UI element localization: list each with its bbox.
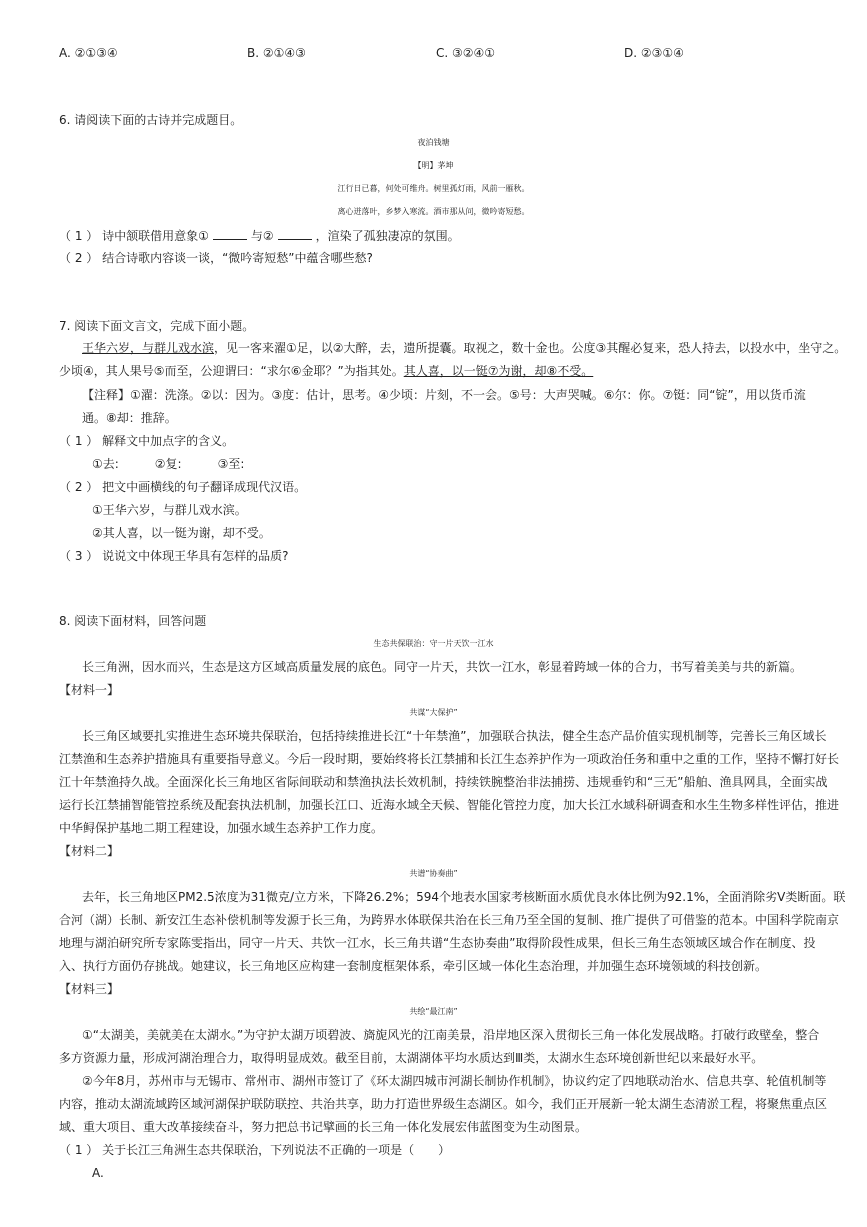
material-2-line-3: 地理与湖泊研究所专家陈雯指出，同守一片天、共饮一江水，长三角共谱“生态协奏曲”取得阶段性成果，但长三角生态领域区域合作在制度、投: [59, 936, 816, 950]
option-letter: B.: [247, 46, 260, 60]
q7-sub-2: （ 2 ） 把文中画横线的句子翻译成现代汉语。: [59, 480, 307, 494]
passage-text: ，见一客来濯①足，以②大醉，去，遗所提囊。取视之，数十金也。公度③其醒必复来，恐人持去，以投水中，坐守之。: [214, 341, 847, 355]
option-text: ②①③④: [74, 46, 118, 60]
q8-title: 生态共保联治：守一片天饮一江水: [373, 639, 494, 648]
material-3-title: 共绘“最江南”: [409, 1007, 458, 1016]
option-a[interactable]: [59, 46, 118, 60]
material-1-line-1: 长三角区域要扎实推进生态环境共保联治，包括持续推进长江“十年禁渔”，加强联合执法，健全生态产品价值实现机制等，完善长三角区域长: [82, 729, 827, 743]
material-1-line-2: 江禁渔和生态养护措施具有重要指导意义。今后一段时期，要始终将长江禁捕和长江生态养护作为一项政治任务和重中之重的工作，坚持不懈打好长: [59, 752, 840, 766]
q8-sub-1: （ 1 ） 关于长江三角洲生态共保联治，下列说法不正确的一项是（ ）: [59, 1143, 451, 1157]
poem-verse-1: 江行日已暮，何处可维舟。树里孤灯雨，风前一雁秋。: [337, 184, 530, 193]
poem-verse-2: 离心迸落叶，乡梦入寒流。酒市那从问，微吟寄短愁。: [337, 207, 530, 216]
q6-sub-1-text-c: ，渲染了孤独凄凉的氛围。: [315, 229, 460, 243]
material-1-line-5: 中华鲟保护基地二期工程建设，加强水域生态养护工作力度。: [59, 821, 384, 835]
material-3-line-2: 多方资源力量，形成河湖治理合力，取得明显成效。截至目前，太湖湖体平均水质达到Ⅲ类，太湖水生态环境创新世纪以来最好水平。: [59, 1051, 764, 1065]
q7-notes-line-2: 通。⑧却：推辞。: [82, 411, 177, 425]
q7-notes-line-1: 【注释】①濯：洗涤。②以：因为。③度：估计，思考。④少顷：片刻，不一会。⑤号：大声哭喊。⑥尔：你。⑦铤：同“锭”，用以货币流: [82, 388, 806, 402]
q8-sub-1-option-a[interactable]: A.: [92, 1166, 104, 1180]
material-3-line-4: 内容，推动太湖流域跨区域河湖保护联防联控、共治共享，助力打造世界级生态湖区。如今，我们正开展新一轮太湖生态清淤工程，将聚焦重点区: [59, 1097, 828, 1111]
q7-passage-line-2: [59, 363, 593, 379]
material-3-label: 【材料三】: [59, 982, 120, 996]
material-2-line-1: 去年，长三角地区PM2.5浓度为31微克/立方米，下降26.2%；594个地表水国家考核断面水质优良水体比例为92.1%，全面消除劣V类断面。联: [82, 890, 846, 904]
q7-passage-line-1: [82, 340, 846, 356]
option-letter: C.: [436, 46, 449, 60]
option-letter: A.: [59, 46, 71, 60]
answer-blank-1[interactable]: [213, 228, 247, 240]
answer-blank-2[interactable]: [278, 228, 312, 240]
q7-sentence-1: ①王华六岁，与群儿戏水滨。: [92, 503, 247, 517]
underlined-sentence-1: 王华六岁，与群儿戏水滨: [82, 341, 215, 355]
underlined-sentence-2: 其人喜，以一铤⑦为谢，却⑧不受。: [403, 364, 594, 378]
q7-sentence-2: ②其人喜，以一铤为谢，却不受。: [92, 526, 271, 540]
poem-title: 夜泊钱塘: [417, 138, 450, 147]
q7-sub-3: （ 3 ） 说说文中体现王华具有怎样的品质?: [59, 549, 289, 563]
q7-words: ①去: ②复: ③至:: [92, 457, 245, 471]
option-c[interactable]: [436, 46, 495, 60]
passage-text: 少顷④，其人果号⑤而至，公迎谓曰：“求尔⑥金耶？”为指其处。: [59, 364, 404, 378]
option-letter: D.: [624, 46, 638, 60]
q8-heading: 8. 阅读下面材料，回答问题: [59, 614, 207, 628]
q6-sub-1-text-b: 与②: [250, 229, 274, 243]
material-2-label: 【材料二】: [59, 844, 120, 858]
q6-sub-1: [59, 228, 460, 244]
material-1-title: 共谋“大保护”: [409, 708, 458, 717]
material-3-line-5: 域、重大项目、重大改革接续奋斗，努力把总书记擘画的长三角一体化发展宏伟蓝图变为生动图景。: [59, 1120, 588, 1134]
q8-intro: 长三角洲，因水而兴，生态是这方区域高质量发展的底色。同守一片天，共饮一江水，彰显着跨域一体的合力，书写着美美与共的新篇。: [82, 660, 803, 674]
q7-heading: 7. 阅读下面文言文，完成下面小题。: [59, 319, 255, 333]
material-3-line-1: ①“太湖美，美就美在太湖水。”为守护太湖万顷碧波、旖旎风光的江南美景，沿岸地区深入贯彻长三角一体化发展战略。打破行政壁垒，整合: [82, 1028, 820, 1042]
poem-author: 【明】茅坤: [413, 161, 454, 170]
q6-sub-2: （ 2 ） 结合诗歌内容谈一谈，“微吟寄短愁”中蕴含哪些愁?: [59, 251, 373, 265]
material-2-line-4: 入、执行方面仍存挑战。她建议，长三角地区应构建一套制度框架体系，牵引区域一体化生态治理，并加强生态环境领域的科技创新。: [59, 959, 768, 973]
q6-heading: 6. 请阅读下面的古诗并完成题目。: [59, 113, 243, 127]
option-text: ②③①④: [640, 46, 684, 60]
material-1-label: 【材料一】: [59, 683, 120, 697]
material-3-line-3: ②今年8月，苏州市与无锡市、常州市、湖州市签订了《环太湖四城市河湖长制协作机制》，协议约定了四地联动治水、信息共享、轮值机制等: [82, 1074, 827, 1088]
q7-sub-1: （ 1 ） 解释文中加点字的含义。: [59, 434, 235, 448]
material-2-line-2: 合河（湖）长制、新安江生态补偿机制等发源于长三角，为跨界水体联保共治在长三角乃至全国的复制、推广提供了可借鉴的范本。中国科学院南京: [59, 913, 840, 927]
option-text: ③②④①: [452, 46, 496, 60]
material-1-line-4: 运行长江禁捕智能管控系统及配套执法机制，加强长江口、近海水域全天候、智能化管控力度，加大长江水域科研调查和水生生物多样性评估，推进: [59, 798, 840, 812]
material-1-line-3: 江十年禁渔持久战。全面深化长三角地区省际间联动和禁渔执法长效机制，持续铁腕整治非法捕捞、违规垂钓和“三无”船舶、渔具网具，全面实战: [59, 775, 828, 789]
q6-sub-1-text-a: （ 1 ） 诗中颔联借用意象①: [59, 229, 209, 243]
material-2-title: 共谱“协奏曲”: [409, 869, 458, 878]
option-text: ②①④③: [262, 46, 306, 60]
option-d[interactable]: [624, 46, 684, 60]
option-b[interactable]: [247, 46, 306, 60]
